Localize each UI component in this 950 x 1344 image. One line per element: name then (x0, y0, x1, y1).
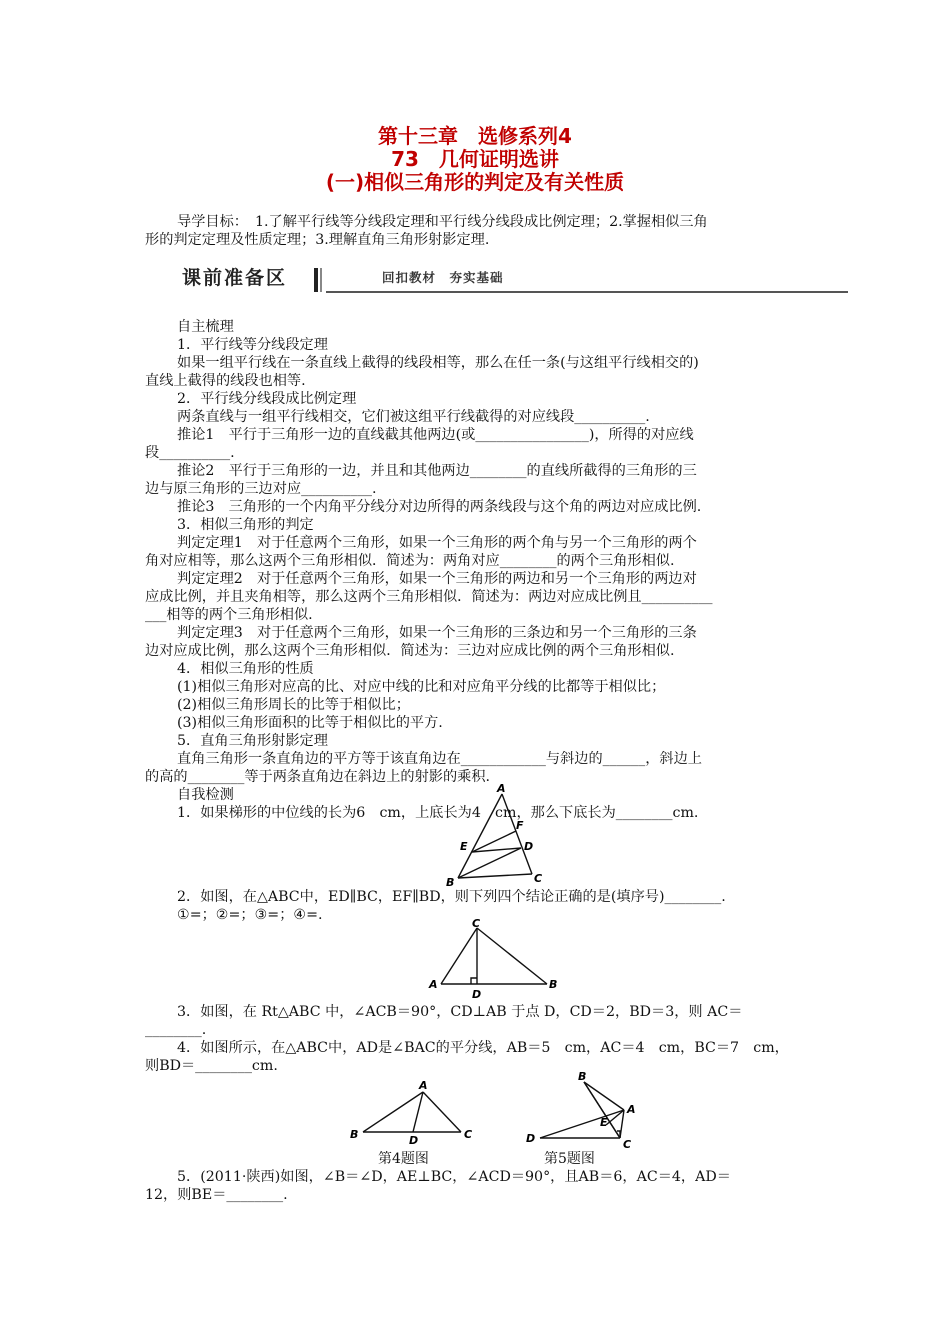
label-a: A (627, 1103, 636, 1116)
text-line: 推论1 平行于三角形一边的直线截其他两边(或________________)，所得的对应线 (177, 427, 694, 443)
text-line: 边与原三角形的三边对应__________. (145, 481, 377, 497)
banner-rule (326, 291, 848, 293)
question-4: 4．如图所示，在△ABC中，AD是∠BAC的平分线，AB＝5 cm，AC＝4 cm，BC＝7 cm， (177, 1040, 789, 1056)
figure-5-caption: 第5题图 (544, 1151, 595, 1167)
subheading: 3．相似三角形的判定 (177, 517, 314, 533)
section-title: 73 几何证明选讲 (391, 147, 559, 171)
subheading: 1．平行线等分线段定理 (177, 337, 328, 353)
label-d: D (526, 1132, 536, 1145)
label-e: E (460, 840, 468, 853)
subheading: 2．平行线分线段成比例定理 (177, 391, 357, 407)
question-3: 3．如图，在 Rt△ABC 中，∠ACB＝90°，CD⊥AB 于点 D，CD＝2，BD＝3，则 AC＝ (177, 1004, 743, 1020)
banner-subtitle: 回扣教材 夯实基础 (382, 270, 504, 285)
label-c: C (534, 872, 543, 885)
figure-right-triangle (425, 918, 565, 1004)
figure-triangle-abc-ef-bd (440, 782, 560, 889)
text-line: 的高的________等于两条直角边在斜边上的射影的乘积. (145, 769, 491, 785)
label-d: D (409, 1134, 419, 1147)
label-e: E (600, 1116, 608, 1129)
label-b: B (549, 978, 558, 991)
label-d: D (524, 840, 534, 853)
text-line: 角对应相等，那么这两个三角形相似．简述为：两角对应________的两个三角形相似. (145, 553, 675, 569)
label-a: A (419, 1079, 428, 1092)
text-line: ___相等的两个三角形相似. (145, 607, 313, 623)
subheading: 5．直角三角形射影定理 (177, 733, 328, 749)
subheading: 自主梳理 (177, 319, 234, 335)
chapter-title: 第十三章 选修系列4 (378, 124, 572, 148)
label-c: C (464, 1128, 473, 1141)
section-banner (176, 264, 848, 294)
figure-4-caption: 第4题图 (378, 1151, 429, 1167)
question-2-options: ①=；②=；③=；④=. (177, 907, 323, 923)
banner-bar (320, 268, 322, 292)
subheading: 自我检测 (177, 787, 234, 803)
text-line: 判定定理2 对于任意两个三角形，如果一个三角形的两边和另一个三角形的两边对 (177, 571, 697, 587)
label-a: A (497, 782, 506, 795)
topic-title: (一)相似三角形的判定及有关性质 (325, 170, 625, 194)
label-c: C (623, 1138, 632, 1151)
text-line: 段__________. (145, 445, 235, 461)
text-line: (2)相似三角形周长的比等于相似比； (177, 697, 410, 713)
label-b: B (350, 1128, 359, 1141)
figure-4-triangle (345, 1076, 485, 1148)
question-3: ________. (145, 1022, 207, 1038)
banner-label: 课前准备区 (182, 267, 288, 289)
text-line: 直角三角形一条直角边的平方等于该直角边在____________与斜边的______，斜边上 (177, 751, 702, 767)
text-line: 判定定理1 对于任意两个三角形，如果一个三角形的两个角与另一个三角形的两个 (177, 535, 697, 551)
label-b: B (446, 876, 455, 889)
label-d: D (472, 988, 482, 1001)
text-line: (3)相似三角形面积的比等于相似比的平方. (177, 715, 443, 731)
label-a: A (429, 978, 438, 991)
subheading: 4．相似三角形的性质 (177, 661, 314, 677)
label-c: C (472, 917, 481, 930)
text-line: 如果一组平行线在一条直线上截得的线段相等，那么在任一条(与这组平行线相交的) (177, 355, 699, 371)
text-line: 推论2 平行于三角形的一边，并且和其他两边________的直线所截得的三角形的三 (177, 463, 697, 479)
text-line: 两条直线与一组平行线相交，它们被这组平行线截得的对应线段__________. (177, 409, 650, 425)
text-line: (1)相似三角形对应高的比、对应中线的比和对应角平分线的比都等于相似比； (177, 679, 666, 695)
label-f: F (516, 819, 524, 832)
question-5: 5．(2011·陕西)如图，∠B＝∠D，AE⊥BC，∠ACD＝90°，且AB＝6，AC＝4，AD＝ (177, 1169, 731, 1185)
figure-5-triangle (520, 1068, 650, 1150)
text-line: 边对应成比例，那么这两个三角形相似．简述为：三边对应成比例的两个三角形相似. (145, 643, 675, 659)
question-5: 12，则BE＝________. (145, 1187, 288, 1203)
text-line: 推论3 三角形的一个内角平分线分对边所得的两条线段与这个角的两边对应成比例. (177, 499, 702, 515)
question-1: 1．如果梯形的中位线的长为6 cm，上底长为4 cm，那么下底长为________cm. (177, 805, 699, 821)
text-line: 判定定理3 对于任意两个三角形，如果一个三角形的三条边和另一个三角形的三条 (177, 625, 697, 641)
intro-line: 导学目标： 1.了解平行线等分线段定理和平行线分线段成比例定理；2.掌握相似三角 (177, 214, 708, 230)
question-2: 2．如图，在△ABC中，ED∥BC，EF∥BD，则下列四个结论正确的是(填序号)________. (177, 889, 726, 905)
label-b: B (578, 1070, 587, 1083)
text-line: 直线上截得的线段也相等. (145, 373, 306, 389)
intro-line: 形的判定定理及性质定理；3.理解直角三角形射影定理. (145, 232, 490, 248)
banner-bar (314, 268, 318, 292)
text-line: 应成比例，并且夹角相等，那么这两个三角形相似．简述为：两边对应成比例且__________ (145, 589, 713, 605)
question-4: 则BD＝________cm. (145, 1058, 278, 1074)
